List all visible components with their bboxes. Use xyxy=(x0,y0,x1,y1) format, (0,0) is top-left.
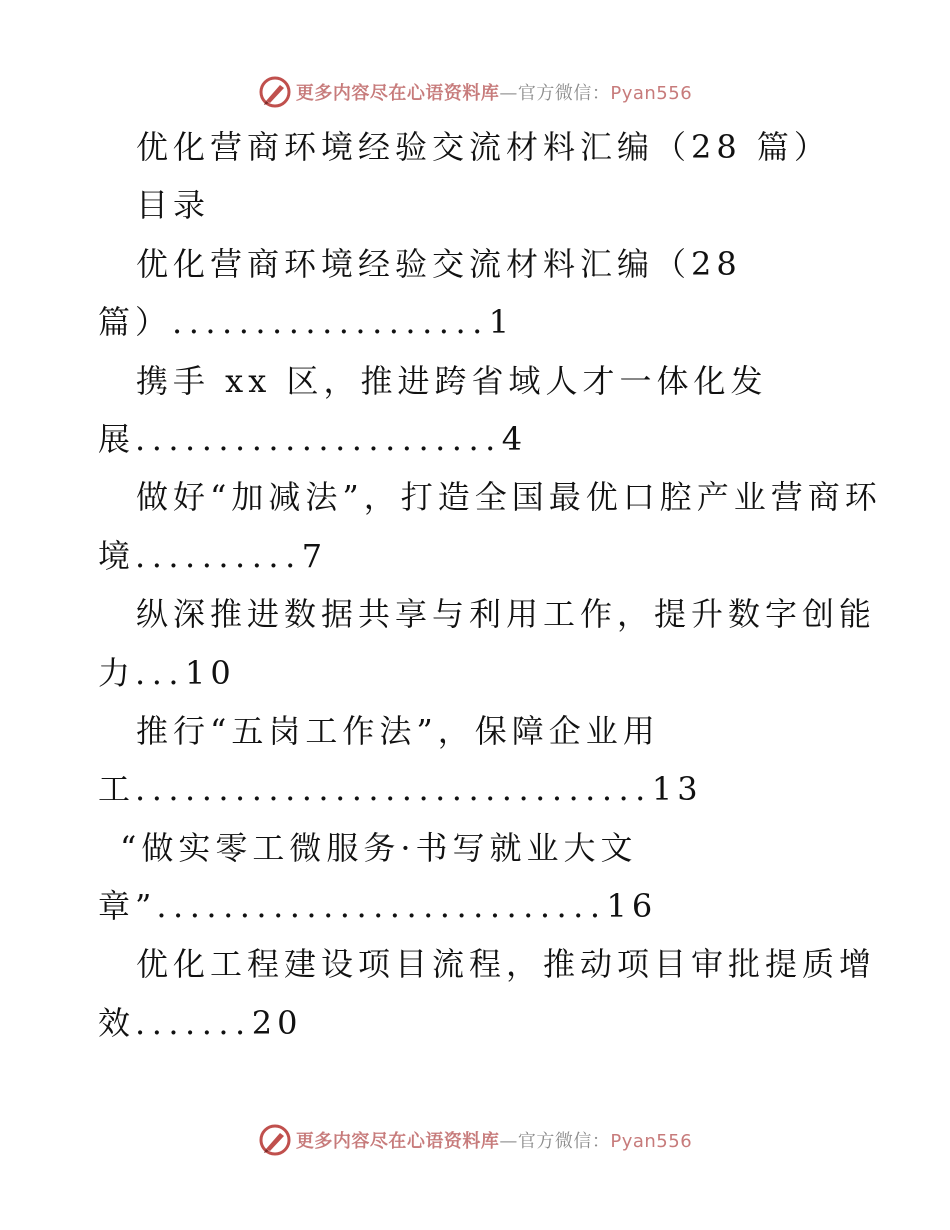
toc-entry-2-leader: 展......................4 xyxy=(98,419,528,458)
watermark-text: 更多内容尽在心语资料库—官方微信：Pyan556 xyxy=(295,83,693,104)
toc-entry-1-title: 优化营商环境经验交流材料汇编（28 xyxy=(136,244,742,283)
document-title: 优化营商环境经验交流材料汇编（28 篇） xyxy=(136,128,831,166)
toc-page-number: 4 xyxy=(501,419,528,458)
toc-page-number: 10 xyxy=(185,653,236,692)
toc-entry-3-leader: 境..........7 xyxy=(98,536,328,575)
toc-entry-6-title: “做实零工微服务·书写就业大文 xyxy=(120,828,638,867)
toc-page-number: 13 xyxy=(651,770,703,809)
footer-watermark xyxy=(0,1120,950,1160)
header-watermark xyxy=(0,72,950,112)
toc-entry-5-title: 推行“五岗工作法”，保障企业用 xyxy=(136,711,660,750)
toc-entry-5-leader: 工...............................13 xyxy=(98,770,703,809)
toc-page-number: 16 xyxy=(606,887,658,926)
toc-page-number: 20 xyxy=(251,1003,303,1042)
toc-page-number: 7 xyxy=(301,536,328,575)
pen-logo-icon xyxy=(258,1123,292,1157)
toc-entry-3-title: 做好“加减法”，打造全国最优口腔产业营商环 xyxy=(136,478,882,517)
pen-logo-icon xyxy=(258,75,292,109)
toc-entry-7-title: 优化工程建设项目流程，推动项目审批提质增 xyxy=(136,945,877,984)
toc-entry-4-leader: 力...10 xyxy=(98,653,236,692)
watermark-text: 更多内容尽在心语资料库—官方微信：Pyan556 xyxy=(295,1131,693,1152)
document-body xyxy=(0,118,950,1052)
toc-page-number: 1 xyxy=(488,303,515,342)
toc-entry-1-leader: 篇）...................1 xyxy=(98,303,515,342)
toc-entry-7-leader: 效.......20 xyxy=(98,1003,303,1042)
toc-heading: 目录 xyxy=(136,186,211,225)
toc-entry-6-leader: 章”...........................16 xyxy=(98,887,658,926)
toc-entry-2-title: 携手 xx 区，推进跨省域人才一体化发 xyxy=(136,361,768,400)
toc-entry-4-title: 纵深推进数据共享与利用工作，提升数字创能 xyxy=(136,595,877,634)
